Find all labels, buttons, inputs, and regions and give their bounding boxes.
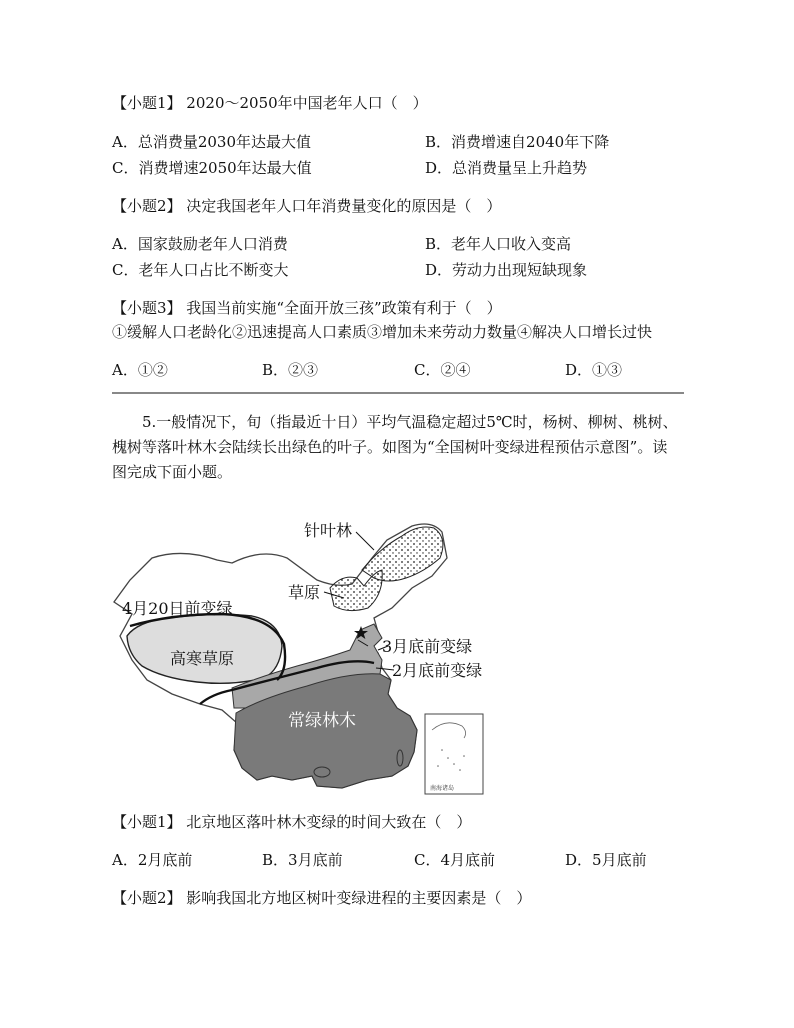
- question-4-stem: 【小题1】 北京地区落叶林木变绿的时间大致在（ ）: [112, 813, 472, 831]
- question-2-stem: 【小题2】 决定我国老年人口年消费量变化的原因是（ ）: [112, 197, 502, 215]
- hainan-island: [314, 767, 330, 777]
- q3-option-c[interactable]: C．②④: [414, 361, 471, 379]
- question-1-stem: 【小题1】 2020～2050年中国老年人口（ ）: [112, 94, 428, 112]
- south-china-sea-inset: [425, 714, 483, 794]
- label-conifer: 针叶林: [304, 521, 353, 540]
- section-divider: [112, 392, 684, 394]
- label-apr20: 4月20日前变绿: [122, 599, 233, 618]
- label-beijing: 北京: [340, 634, 354, 642]
- label-grassland: 草原: [288, 583, 321, 602]
- label-march: 3月底前变绿: [382, 637, 473, 656]
- passage-line-2: 槐树等落叶林木会陆续长出绿色的叶子。如图为“全国树叶变绿进程预估示意图”。读: [112, 438, 668, 456]
- question-3-stem: 【小题3】 我国当前实施“全面开放三孩”政策有利于（ ）: [112, 299, 502, 317]
- q1-option-c[interactable]: C．消费增速2050年达最大值: [112, 159, 312, 177]
- q2-option-c[interactable]: C．老年人口占比不断变大: [112, 261, 289, 279]
- q2-option-b[interactable]: B．老年人口收入变高: [425, 235, 572, 253]
- q1-option-a[interactable]: A．总消费量2030年达最大值: [112, 133, 312, 151]
- q4-option-d[interactable]: D．5月底前: [565, 851, 647, 869]
- label-feb: 2月底前变绿: [392, 661, 483, 680]
- passage-line-1: 5.一般情况下，旬（指最近十日）平均气温稳定超过5℃时，杨树、柳树、桃树、: [142, 413, 678, 431]
- q4-option-a[interactable]: A．2月底前: [112, 851, 193, 869]
- q1-option-b[interactable]: B．消费增速自2040年下降: [425, 133, 610, 151]
- q3-option-d[interactable]: D．①③: [565, 361, 623, 379]
- q3-option-a[interactable]: A．①②: [112, 361, 168, 379]
- q2-option-a[interactable]: A．国家鼓励老年人口消费: [112, 235, 288, 253]
- passage: [112, 410, 688, 485]
- q3-option-b[interactable]: B．②③: [262, 361, 319, 379]
- label-evergreen: 常绿林木: [288, 711, 356, 731]
- question-3-items: ①缓解人口老龄化②迅速提高人口素质③增加未来劳动力数量④解决人口增长过快: [112, 323, 653, 341]
- leaf-greening-map: [112, 518, 502, 796]
- q4-option-c[interactable]: C．4月底前: [414, 851, 496, 869]
- question-5-stem: 【小题2】 影响我国北方地区树叶变绿进程的主要因素是（ ）: [112, 889, 532, 907]
- q2-option-d[interactable]: D．劳动力出现短缺现象: [425, 261, 588, 279]
- q1-option-d[interactable]: D．总消费量呈上升趋势: [425, 159, 588, 177]
- label-inset: 南海诸岛: [430, 785, 455, 792]
- label-plateau: 高寒草原: [170, 649, 235, 668]
- taiwan-island: [397, 750, 403, 766]
- passage-line-3: 图完成下面小题。: [112, 463, 233, 481]
- q4-option-b[interactable]: B．3月底前: [262, 851, 343, 869]
